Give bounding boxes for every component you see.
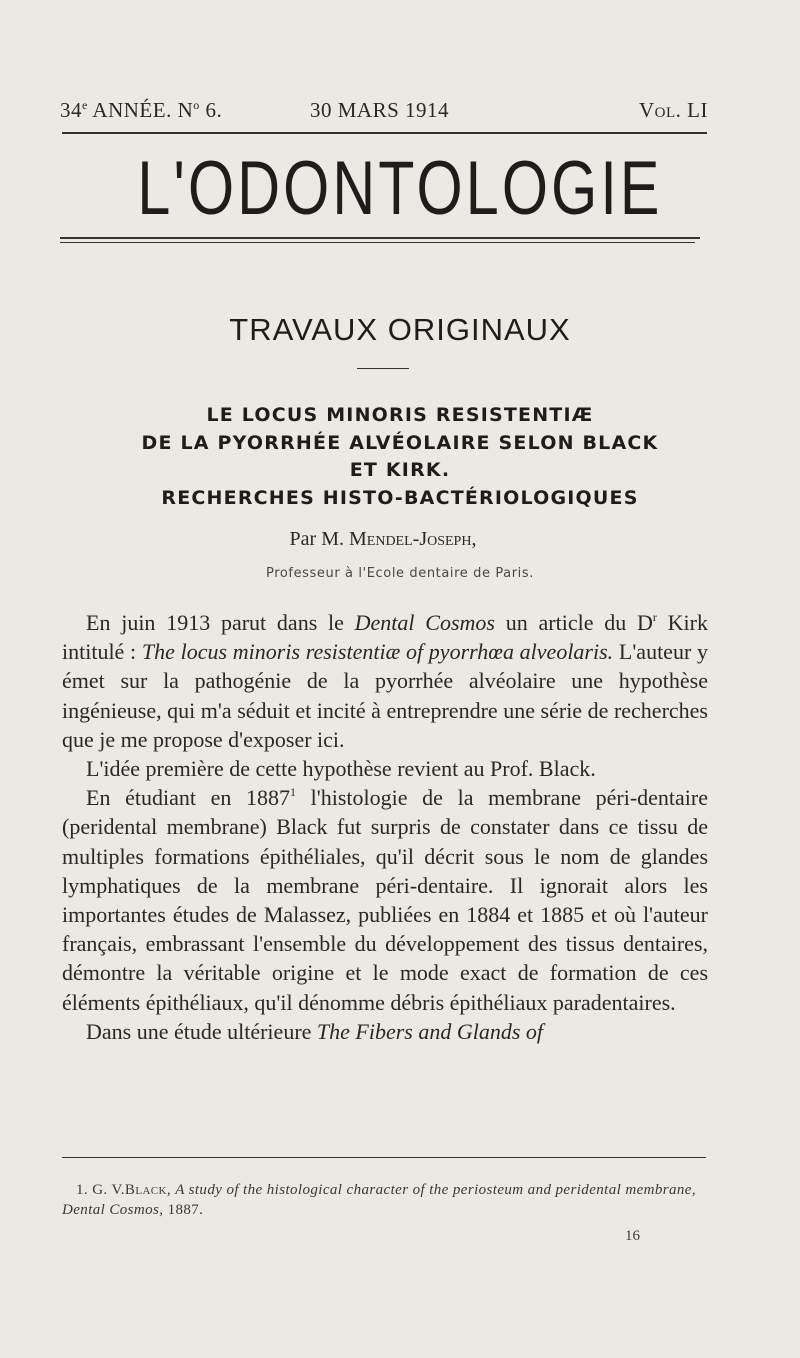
author-name: Mendel-Joseph, (349, 528, 477, 550)
footnote-rule (62, 1157, 706, 1158)
section-title: TRAVAUX ORIGINAUX (229, 312, 571, 347)
paragraph: Dans une étude ultérieure The Fibers and Glands of (86, 1018, 544, 1044)
section-divider (357, 368, 409, 369)
paragraph: L'idée première de cette hypothèse revient au Prof. Black. (86, 756, 596, 782)
author-affiliation: Professeur à l'Ecole dentaire de Paris. (265, 566, 535, 581)
journal-title: L'ODONTOLOGIE (137, 146, 663, 231)
paragraph: En étudiant en 1887$^1$ l'histologie de la membrane péri-dentaire (peridental membrane) Black fut surpris de constater dans ce tissu de multiples formations épithéliales, qu'il décrit sous le nom de glandes lymphatiques de la membrane péri-dentaire. Il ignorait alors les importantes études de Malassez, publiées en 1884 et 1885 et où l'auteur français, embrassant l'ensemble du développement des tissus dentaires, démontre la véritable origine et le mode exact de formation de ces éléments épithéliaux, qu'il dénomme débris épithéliaux paradentaires. (62, 785, 708, 1015)
title-rule-thick (60, 237, 700, 239)
page-number: 16 (625, 1228, 640, 1244)
header-annee: 34e ANNÉE. $N^o$ 6. (60, 98, 223, 122)
title-rule-thin (60, 242, 695, 243)
footnote-title: A study of the histological character of the periosteum and peridental membrane, Dental Cosmos, (62, 1182, 697, 1218)
article-title-line: ET KIRK. (349, 459, 451, 481)
footnote-ref: 1 (290, 785, 297, 800)
byline (0, 528, 766, 551)
article-body (62, 608, 708, 1046)
header-date: 30 MARS 1914 (310, 98, 450, 122)
byline-prefix: Par M. (289, 528, 349, 550)
article-title (0, 402, 800, 512)
paragraph: En juin 1913 parut dans le Dental Cosmos un article du $D^r$ Kirk intitulé : The locus minoris resistentiæ of pyorrhœa alveolaris. L'auteur y émet sur la pathogénie de la pyorrhée alvéolaire une hypothèse ingénieuse, qui m'a séduit et incité à entreprendre une série de recherches que je me propose d'exposer ici. (62, 610, 708, 752)
article-title-line: RECHERCHES HISTO-BACTÉRIOLOGIQUES (161, 486, 639, 509)
journal-name: Dental Cosmos (354, 610, 495, 635)
article-title-line: DE LA PYORRHÉE ALVÉOLAIRE SELON BLACK (141, 431, 659, 454)
footnote-author: Black (124, 1182, 167, 1198)
header-rule (62, 132, 707, 134)
footnote: 1. G. V.Black, A study of the histological character of the periosteum and peridental membrane, Dental Cosmos, 1887. (62, 1182, 697, 1218)
cited-title: The locus minoris resistentiæ of pyorrhœa alveolaris. (141, 639, 614, 665)
article-title-line: LE LOCUS MINORIS RESISTENTIÆ (206, 404, 594, 426)
footnote-number: 1. G. V. (76, 1182, 125, 1198)
cited-title: The Fibers and Glands of (316, 1018, 544, 1044)
header-volume: Vol. LI (639, 98, 708, 122)
